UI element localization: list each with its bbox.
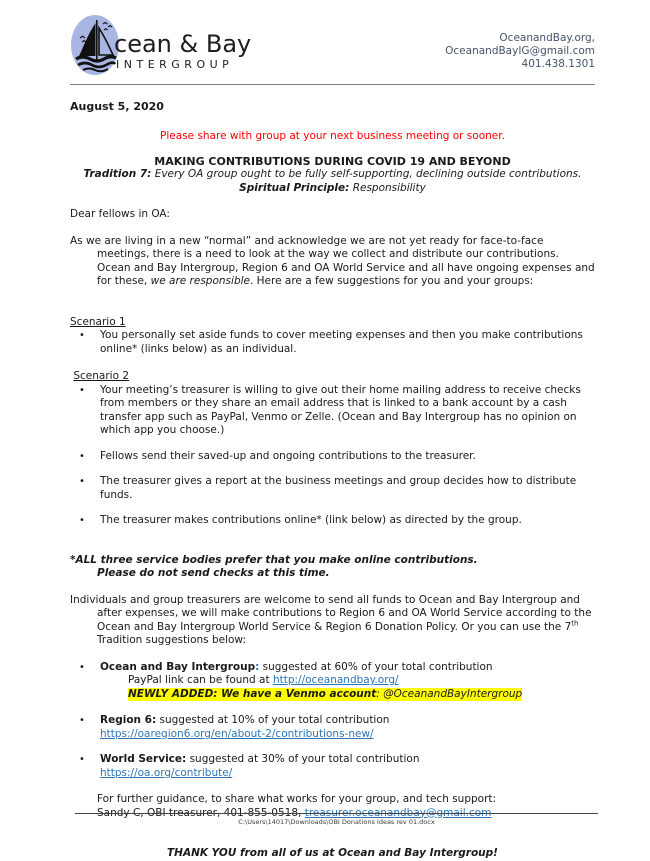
scenario2-bullet-2: Fellows send their saved-up and ongoing contributions to the treasurer. — [100, 449, 476, 462]
date-line: August 5, 2020 — [70, 99, 164, 113]
world-service-text: suggested at 30% of your total contribution — [186, 753, 420, 765]
bullet-icon: • — [79, 384, 85, 396]
paypal-text: PayPal link can be found at — [128, 674, 273, 686]
region6-link[interactable]: https://oaregion6.org/en/about-2/contributions-new/ — [100, 727, 374, 740]
footer-divider — [75, 813, 598, 814]
ocean-bay-text: suggested at 60% of your total contribution — [259, 660, 493, 673]
paypal-line — [70, 674, 595, 688]
contact-phone: 401.438.1301 — [521, 58, 595, 70]
ocean-bay-bullet — [70, 661, 595, 675]
footer — [75, 813, 598, 830]
bullet-icon: • — [79, 515, 85, 526]
header — [70, 14, 595, 81]
contact-website: OceanandBay.org, — [499, 32, 595, 44]
ocean-bay-colon: : — [255, 660, 260, 673]
venmo-highlight-line — [70, 688, 595, 702]
individuals-paragraph — [70, 594, 595, 648]
intro-paragraph — [70, 235, 595, 289]
salutation: Dear fellows in OA: — [70, 208, 170, 220]
note-line-1: *ALL three service bodies prefer that you make online contributions. — [70, 553, 478, 566]
ocean-bay-label: Ocean and Bay Intergroup — [100, 660, 256, 673]
treasurer-email-link[interactable]: treasurer.oceanandbay@gmail.com — [304, 806, 492, 819]
logo-sub-text: INTERGROUP — [116, 57, 234, 71]
bullet-icon: • — [79, 476, 85, 487]
treasurer-contact-text: Sandy C, OBI treasurer, 401-855-0518, — [97, 806, 305, 819]
bullet-icon: • — [79, 330, 85, 341]
document-title: MAKING CONTRIBUTIONS DURING COVID 19 AND BEYOND — [154, 154, 511, 168]
bullet-icon: • — [79, 754, 85, 765]
thank-you-line: THANK YOU from all of us at Ocean and Bay Intergroup! — [167, 847, 498, 859]
region6-label: Region 6: — [100, 714, 157, 726]
bullet-icon: • — [79, 715, 85, 726]
world-service-link[interactable]: https://oa.org/contribute/ — [100, 766, 233, 779]
scenario2-heading: Scenario 2 — [73, 370, 130, 382]
scenario2-bullet-1: Your meeting’s treasurer is willing to give out their home mailing address to receive checks from members or they share an email address that is linked to a bank account by a cash transfer app such as PayPal, Venmo or Zelle. (Ocean and Bay Intergroup has no opinion on which app you choose.) — [100, 383, 581, 436]
world-service-label: World Service: — [100, 753, 187, 765]
scenario1-bullet — [70, 329, 595, 356]
online-contributions-note — [70, 554, 595, 581]
contact-info — [445, 32, 595, 71]
list-item — [70, 384, 595, 438]
scenario2-bullet-4: The treasurer makes contributions online* (link below) as directed by the group. — [100, 514, 522, 526]
tradition-text: Every OA group ought to be fully self-supporting, declining outside contributions. — [151, 168, 582, 180]
paypal-link[interactable]: http://oceanandbay.org/ — [272, 674, 399, 686]
individuals-text: Individuals and group treasurers are welcome to send all funds to Ocean and Bay Intergroup and after expenses, we will make contributions to Region 6 and OA World Service according to the Ocean and Bay Intergroup World Service & Region 6 Donation Policy. Or you can use the 7 — [70, 593, 592, 633]
individuals-text-after: Tradition suggestions below: — [97, 634, 246, 646]
scenario1-bullet-text: You personally set aside funds to cover meeting expenses and then you make contributions online* (links below) as an individual. — [100, 329, 583, 355]
world-service-bullet — [70, 753, 595, 780]
scenario2-bullet-3: The treasurer gives a report at the business meetings and group decides how to distribute funds. — [100, 475, 577, 501]
intro-text-italic: we are responsible — [150, 275, 250, 287]
logo-main-text: cean & Bay — [114, 29, 252, 58]
bullet-icon: • — [79, 450, 85, 462]
tradition-label: Tradition 7: — [83, 168, 152, 180]
region6-text: suggested at 10% of your total contribution — [156, 714, 390, 726]
scenario1-heading: Scenario 1 — [70, 315, 126, 328]
file-path: C:\Users\14017\Downloads\OBI Donations Ideas rev 01.docx — [238, 817, 435, 826]
intro-text-after: . Here are a few suggestions for you and your groups: — [249, 275, 534, 287]
tradition-line — [70, 168, 595, 182]
share-notice: Please share with group at your next business meeting or sooner. — [160, 130, 505, 142]
principle-text: Responsibility — [349, 181, 426, 194]
list-item — [70, 514, 595, 528]
region6-bullet — [70, 714, 595, 741]
venmo-handle-text: : @OceanandBayIntergroup — [376, 687, 523, 700]
logo — [70, 14, 251, 81]
header-divider — [70, 84, 595, 85]
venmo-bold-text: NEWLY ADDED: We have a Venmo account — [128, 687, 377, 700]
guidance-line-1: For further guidance, to share what works for your group, and tech support: — [97, 793, 497, 805]
contact-email: OceanandBayIG@gmail.com — [445, 45, 595, 57]
note-line-2: Please do not send checks at this time. — [97, 567, 330, 579]
sailboat-logo-icon — [70, 14, 120, 81]
list-item — [70, 450, 595, 464]
superscript-th: th — [571, 619, 579, 627]
principle-label: Spiritual Principle: — [239, 181, 350, 194]
intro-text-before: As we are living in a new “normal” and acknowledge we are not yet ready for face-to-face meetings, there is a need to look at the way we collect and distribute our contributions. Ocean and Bay Intergroup, Region 6 and OA World Service and all have ongoing expenses and for these, — [70, 234, 595, 287]
list-item — [70, 475, 595, 502]
bullet-icon: • — [79, 661, 85, 673]
logo-text — [114, 29, 252, 72]
scenario2-bullet-list — [70, 384, 595, 528]
principle-line — [70, 182, 595, 196]
